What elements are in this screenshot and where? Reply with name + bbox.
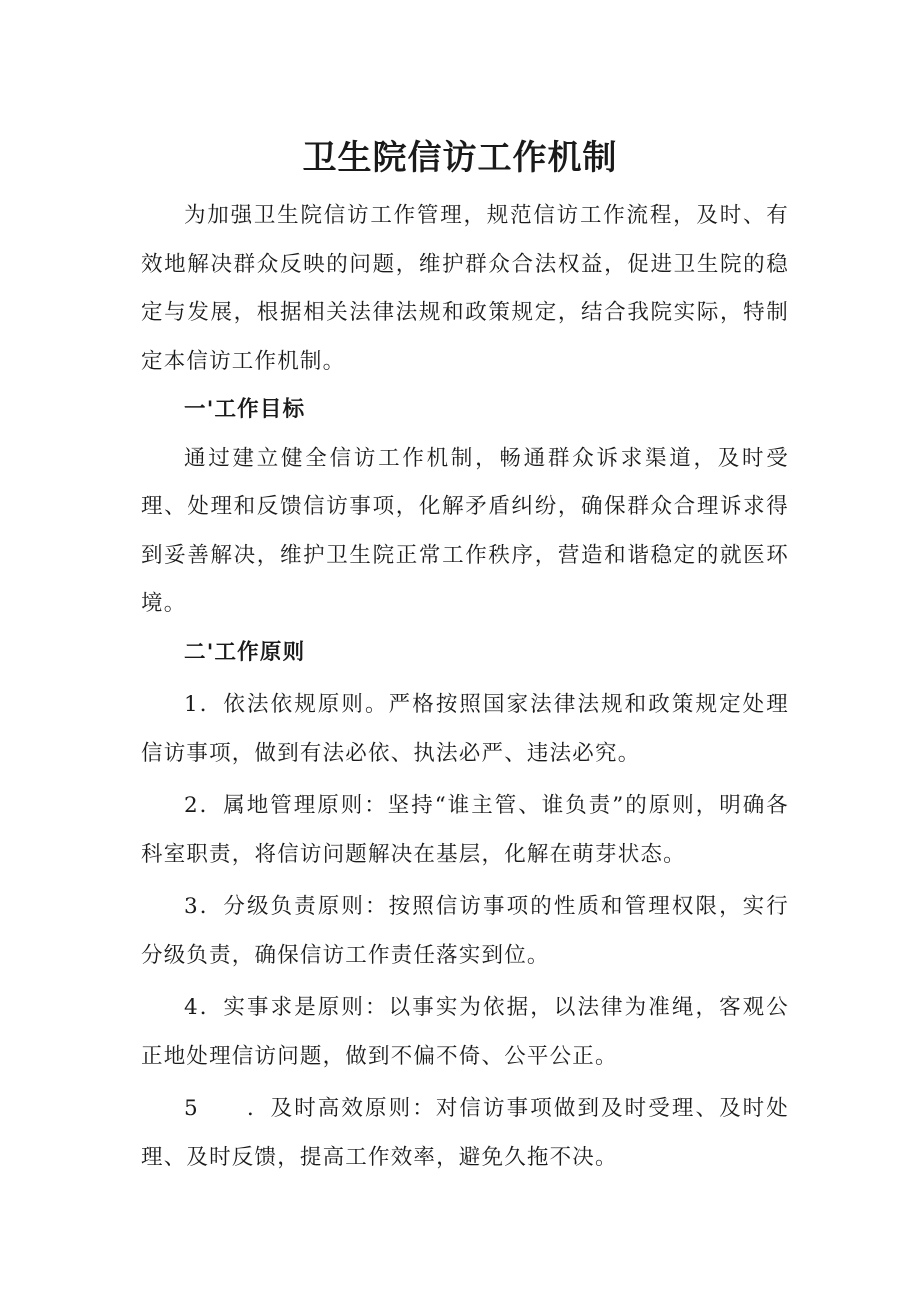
principle-item: 2．属地管理原则：坚持“谁主管、谁负责”的原则，明确各科室职责，将信访问题解决在基层，化解在萌芽状态。 [141,793,789,867]
principle-item: 3．分级负责原则：按照信访事项的性质和管理权限，实行分级负责，确保信访工作责任落实到位。 [141,894,789,968]
principle-item: 5 ．及时高效原则：对信访事项做到及时受理、及时处理、及时反馈，提高工作效率，避免久拖不决。 [141,1096,789,1170]
section-body-goals: 通过建立健全信访工作机制，畅通群众诉求渠道，及时受理、处理和反馈信访事项，化解矛盾纠纷，确保群众合理诉求得到妥善解决，维护卫生院正常工作秩序，营造和谐稳定的就医环境。 [141,445,789,616]
document-body [141,192,789,1182]
principle-item: 4．实事求是原则：以事实为依据，以法律为准绳，客观公正地处理信访问题，做到不偏不倚、公平公正。 [141,995,789,1069]
principle-item: 1．依法依规原则。严格按照国家法律法规和政策规定处理信访事项，做到有法必依、执法必严、违法必究。 [141,692,789,766]
section-heading-goals: 一'工作目标 [184,397,306,422]
document-title: 卫生院信访工作机制 [302,138,618,178]
intro-paragraph: 为加强卫生院信访工作管理，规范信访工作流程，及时、有效地解决群众反映的问题，维护群众合法权益，促进卫生院的稳定与发展，根据相关法律法规和政策规定，结合我院实际，特制定本信访工作机制。 [141,203,789,374]
section-heading-principles: 二'工作原则 [184,639,306,665]
